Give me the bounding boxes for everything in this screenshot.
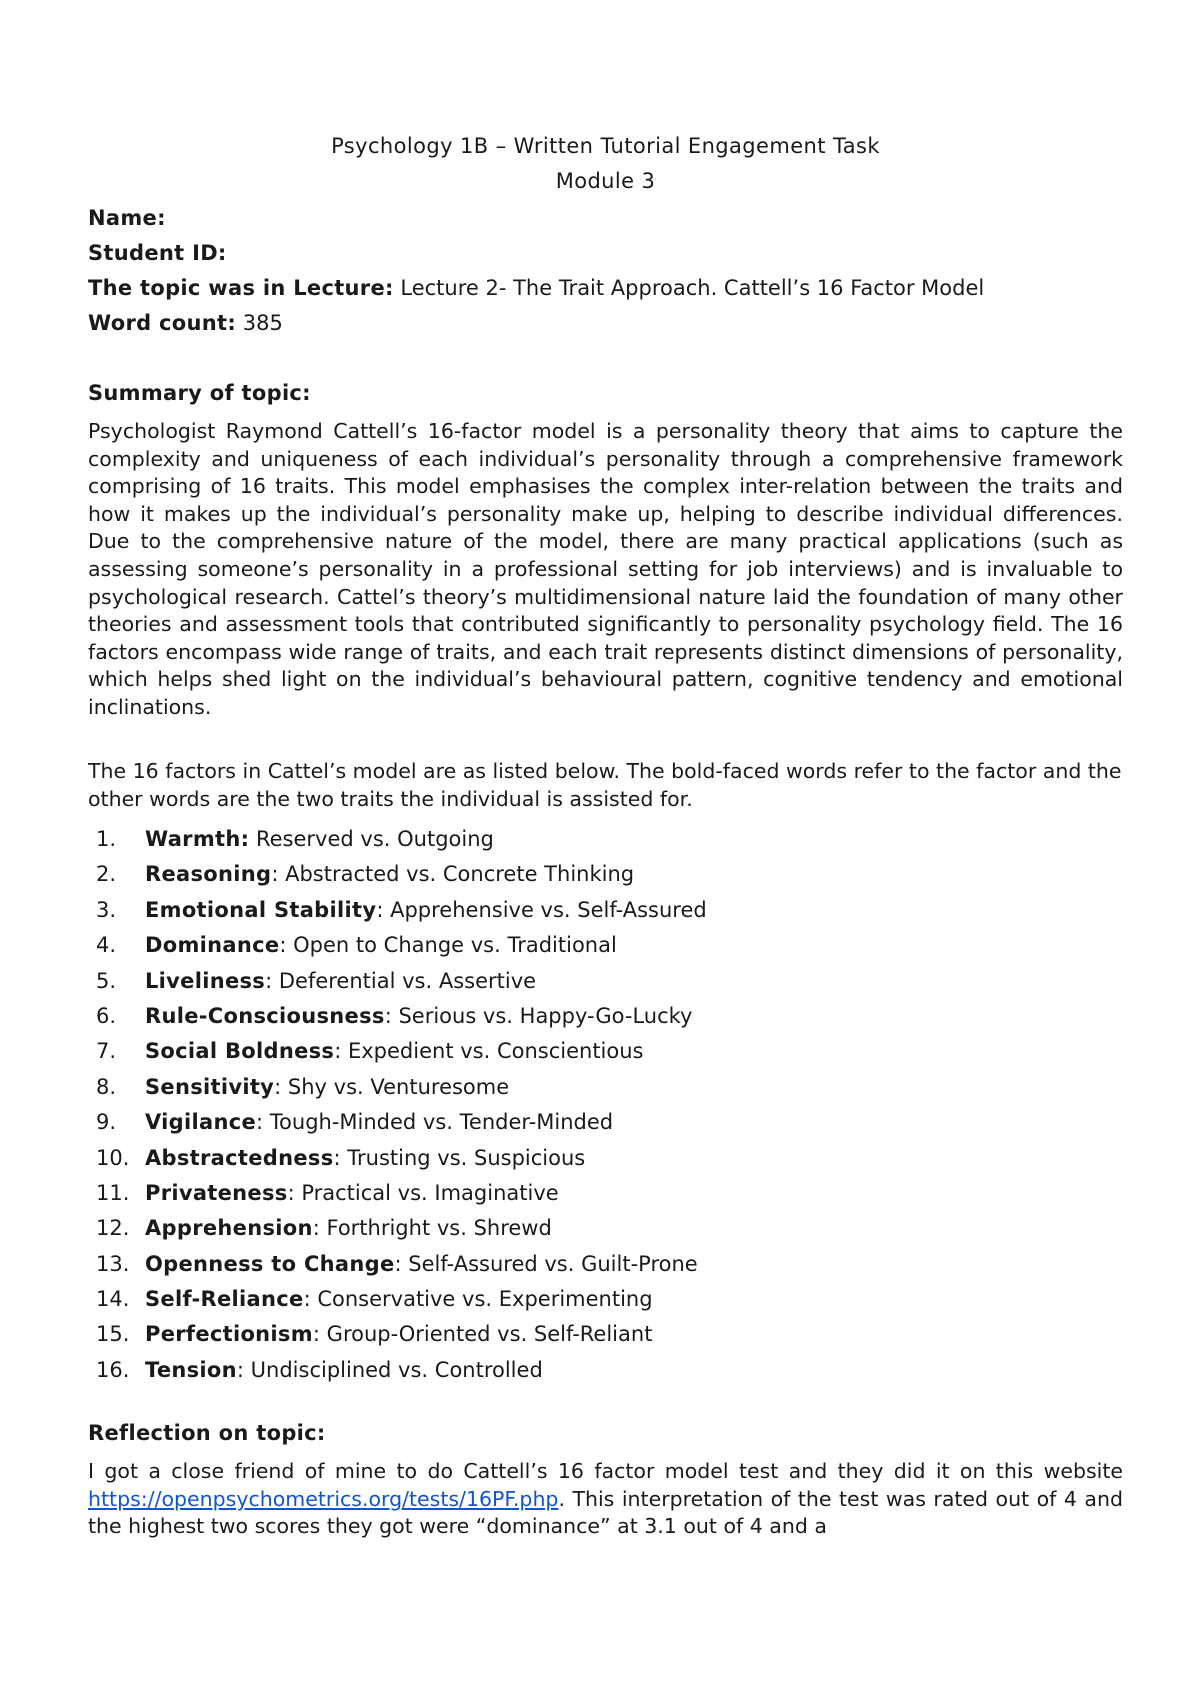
factor-number: 1. [96,827,117,851]
factor-number: 3. [96,897,117,922]
factor-number: 13. [96,1251,130,1276]
factor-name: Rule-Consciousness [145,1003,385,1028]
topic-value: Lecture 2- The Trait Approach. Cattell’s 16 Factor Model [393,276,985,300]
factor-item [88,1110,1123,1145]
factor-number: 14. [96,1287,130,1312]
factor-text [145,862,634,886]
factor-traits: : Tough-Minded vs. Tender-Minded [256,1110,614,1135]
reflection-paragraph [88,1458,1123,1541]
factors-intro: The 16 factors in Cattel’s model are as listed below. The bold-faced words refer to the factor and the other words are the two traits the individual is assisted for. [88,759,1122,811]
test-website-link[interactable]: https://openpsychometrics.org/tests/16PF.php [88,1486,559,1511]
factor-item [88,1216,1123,1251]
name-label: Name: [88,206,166,230]
factor-text [145,1039,644,1063]
factor-text [145,1358,543,1382]
factor-item [88,969,1123,1004]
factor-traits: : Undisciplined vs. Controlled [236,1357,543,1382]
factor-traits: : Trusting vs. Suspicious [333,1145,586,1170]
factor-number: 6. [96,1003,117,1028]
factor-number: 4. [96,933,117,958]
factor-text [145,1322,652,1346]
factor-name: Dominance [145,933,280,958]
factor-item [88,1004,1123,1039]
student-id-field [88,241,227,265]
factor-name: Perfectionism [145,1322,313,1347]
factor-name: Tension [145,1357,237,1382]
reflection-heading: Reflection on topic: [88,1421,326,1445]
factor-traits: : Forthright vs. Shrewd [312,1216,552,1241]
factor-traits: : Expedient vs. Conscientious [334,1039,644,1064]
factor-traits: : Serious vs. Happy-Go-Lucky [384,1003,693,1028]
factor-traits: : Self-Assured vs. Guilt-Prone [394,1251,698,1276]
factor-traits: : Shy vs. Venturesome [274,1074,510,1099]
factor-name: Openness to Change [145,1251,395,1276]
factor-number: 16. [96,1357,130,1382]
factor-item [88,1322,1123,1357]
factor-number: 10. [96,1145,130,1170]
factor-item [88,1358,1123,1393]
factor-name: Social Boldness [145,1039,335,1064]
factor-traits: : Apprehensive vs. Self-Assured [376,897,707,922]
factor-number: 15. [96,1322,130,1347]
factor-text [145,1287,653,1311]
factor-name: Self-Reliance [145,1287,304,1312]
factor-text [145,1181,559,1205]
factor-traits: Reserved vs. Outgoing [249,827,494,851]
factor-name: Privateness [145,1180,288,1205]
factor-text [145,969,536,993]
factor-name: Warmth: [145,827,250,851]
summary-paragraph: Psychologist Raymond Cattell’s 16-factor model is a personality theory that aims to capture the complexity and uniqueness of each individual’s personality through a comprehensive framework comprising of 16 traits. This model emphasises the complex inter-relation between the traits and how it makes up the individual’s personality make up, helping to describe individual differences. Due to the comprehensive nature of the model, there are many practical applications (such as assessing someone’s personality in a professional setting for job interviews) and is invaluable to psychological research. Cattel’s theory’s multidimensional nature laid the foundation of many other theories and assessment tools that contributed significantly to personality psychology field. The 16 factors encompass wide range of traits, and each trait represents distinct dimensions of personality, which helps shed light on the individual’s behavioural pattern, cognitive tendency and emotional inclinations. [88,419,1123,719]
factor-text [145,1252,698,1276]
word-count-field [88,311,283,335]
factor-item [88,1146,1123,1181]
factor-name: Emotional Stability [145,897,377,922]
factor-number: 9. [96,1110,117,1135]
factor-number: 12. [96,1216,130,1241]
factor-item [88,1181,1123,1216]
factor-number: 8. [96,1074,117,1099]
factor-traits: : Open to Change vs. Traditional [279,933,617,958]
factor-name: Reasoning [145,862,272,887]
factor-number: 2. [96,862,117,887]
reflection-text-end: . This interpretation of the test was rated out of 4 and the highest two scores they got were “dominance” at 3.1 out of 4 and a [88,1486,1123,1539]
factor-item [88,827,1123,862]
factor-text [145,1075,509,1099]
factor-name: Vigilance [145,1110,257,1135]
factor-number: 11. [96,1180,130,1205]
factor-text [145,1004,693,1028]
factor-item [88,933,1123,968]
factor-text [145,898,707,922]
reflection-text-start: I got a close friend of mine to do Cattell’s 16 factor model test and they did it on this website [88,1459,1123,1483]
name-field [88,206,166,230]
factor-item [88,1075,1123,1110]
factor-name: Liveliness [145,968,266,993]
factor-number: 5. [96,968,117,993]
module-label: Module 3 [555,169,656,193]
topic-field [88,276,984,300]
factor-item [88,1252,1123,1287]
factor-item [88,898,1123,933]
factor-traits: : Deferential vs. Assertive [265,968,537,993]
student-id-label: Student ID: [88,241,227,265]
factor-list [88,827,1123,1393]
factor-traits: : Conservative vs. Experimenting [303,1287,653,1312]
factor-text [145,1146,585,1170]
factor-traits: : Practical vs. Imaginative [287,1180,559,1205]
factor-text [145,1110,613,1134]
factor-text [145,1216,552,1240]
topic-label: The topic was in Lecture: [88,276,394,300]
factor-name: Sensitivity [145,1074,275,1099]
factor-item [88,862,1123,897]
factor-text [145,827,494,851]
factor-traits: : Group-Oriented vs. Self-Reliant [312,1322,653,1347]
factor-traits: : Abstracted vs. Concrete Thinking [271,862,635,887]
summary-heading: Summary of topic: [88,381,311,405]
word-count-value: 385 [236,311,283,335]
word-count-label: Word count: [88,311,237,335]
factor-name: Apprehension [145,1216,313,1241]
factor-item [88,1039,1123,1074]
factor-text [145,933,617,957]
factor-item [88,1287,1123,1322]
factor-number: 7. [96,1039,117,1064]
document-title: Psychology 1B – Written Tutorial Engagement Task [331,134,880,158]
factor-name: Abstractedness [145,1145,334,1170]
